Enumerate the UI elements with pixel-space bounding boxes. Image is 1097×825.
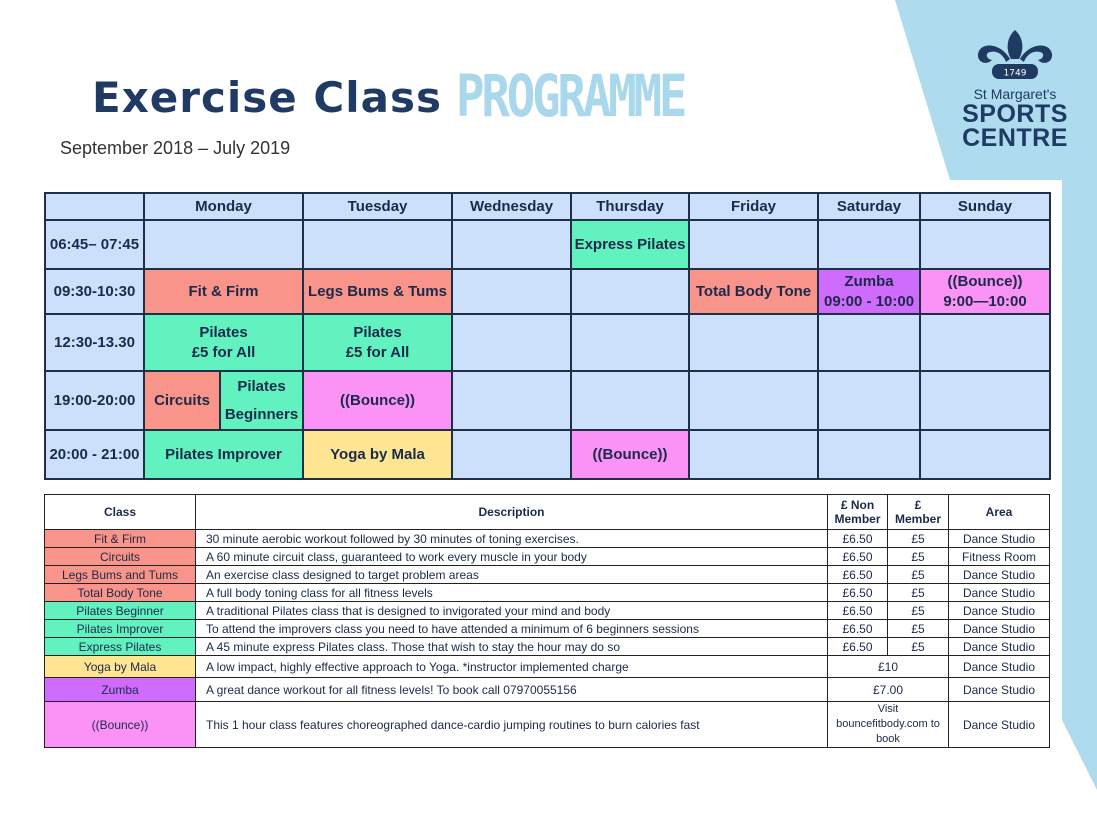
member-price: £5 (888, 620, 949, 638)
non-member-price: £6.50 (828, 620, 888, 638)
class-description: A 45 minute express Pilates class. Those that wish to stay the hour may do so (196, 638, 828, 656)
member-price: £5 (888, 530, 949, 548)
member-price: £5 (888, 566, 949, 584)
member-price: £5 (888, 548, 949, 566)
class-name: Circuits (45, 548, 196, 566)
time-slot: 12:30-13.30 (45, 314, 144, 371)
time-slot: 06:45– 07:45 (45, 220, 144, 269)
page-title (92, 58, 734, 130)
table-row (45, 620, 1050, 638)
title-programme: PROGRAMME (455, 62, 685, 130)
header-non-member-line1: £ Non (840, 498, 875, 512)
class-description: A low impact, highly effective approach to Yoga. *instructor implemented charge (196, 656, 828, 678)
class-name: Zumba (45, 678, 196, 702)
class-slot-time: 09:00 - 10:00 (823, 292, 915, 310)
table-row (45, 548, 1050, 566)
empty-slot (571, 269, 689, 314)
table-row (45, 638, 1050, 656)
class-name: Pilates Improver (45, 620, 196, 638)
sports-centre-logo (950, 28, 1080, 150)
member-price: £5 (888, 602, 949, 620)
header-member-line1: £ (914, 498, 922, 512)
empty-slot (452, 220, 571, 269)
class-slot-circuits: Circuits (144, 371, 220, 430)
empty-slot (452, 314, 571, 371)
class-area: Dance Studio (949, 602, 1050, 620)
empty-slot (689, 314, 818, 371)
empty-slot (689, 220, 818, 269)
header-class: Class (45, 495, 196, 530)
class-slot-bounce (920, 269, 1050, 314)
class-area: Dance Studio (949, 566, 1050, 584)
empty-slot (571, 314, 689, 371)
empty-slot (144, 220, 303, 269)
logo-st-margarets: St Margaret's (973, 86, 1057, 102)
class-slot-pilates (303, 314, 452, 371)
class-area: Dance Studio (949, 584, 1050, 602)
class-slot-pilates-beginners (220, 371, 303, 430)
non-member-price: £6.50 (828, 638, 888, 656)
empty-slot (818, 220, 920, 269)
class-area: Dance Studio (949, 620, 1050, 638)
logo-sports: SPORTS (962, 100, 1068, 128)
class-description: A great dance workout for all fitness levels! To book call 07970055156 (196, 678, 828, 702)
class-slot-label: ((Bounce)) (947, 272, 1023, 290)
timetable-corner (45, 193, 144, 220)
empty-slot (920, 371, 1050, 430)
class-slot-label: Pilates (237, 377, 286, 395)
class-slot-express-pilates: Express Pilates (571, 220, 689, 269)
empty-slot (452, 269, 571, 314)
table-row (45, 678, 1050, 702)
empty-slot (920, 430, 1050, 479)
class-description: 30 minute aerobic workout followed by 30 minutes of toning exercises. (196, 530, 828, 548)
class-slot-price: £5 for All (345, 343, 410, 361)
class-area: Dance Studio (949, 656, 1050, 678)
class-slot-pilates-improver: Pilates Improver (144, 430, 303, 479)
class-area: Dance Studio (949, 530, 1050, 548)
class-area: Dance Studio (949, 678, 1050, 702)
class-slot-label: Pilates (199, 323, 248, 341)
empty-slot (818, 371, 920, 430)
header-area: Area (949, 495, 1050, 530)
class-description: To attend the improvers class you need to have attended a minimum of 6 beginners sessions (196, 620, 828, 638)
fleur-de-lis-icon (970, 28, 1060, 84)
non-member-price: £6.50 (828, 602, 888, 620)
class-description: A traditional Pilates class that is designed to invigorated your mind and body (196, 602, 828, 620)
class-description: A full body toning class for all fitness levels (196, 584, 828, 602)
class-area: Dance Studio (949, 638, 1050, 656)
logo-centre: CENTRE (962, 124, 1068, 152)
table-row (45, 530, 1050, 548)
class-slot-label: Pilates (353, 323, 402, 341)
header-description: Description (196, 495, 828, 530)
empty-slot (452, 371, 571, 430)
class-description: This 1 hour class features choreographed dance-cardio jumping routines to burn calories fast (196, 702, 828, 748)
day-header-friday: Friday (689, 193, 818, 220)
header-member-line2: Member (894, 512, 941, 526)
non-member-price: £6.50 (828, 530, 888, 548)
class-slot-time: 9:00—10:00 (943, 292, 1027, 310)
class-area: Fitness Room (949, 548, 1050, 566)
logo-year: 1749 (1003, 68, 1027, 79)
empty-slot (452, 430, 571, 479)
class-slot-fit-firm: Fit & Firm (144, 269, 303, 314)
empty-slot (920, 314, 1050, 371)
table-row (45, 584, 1050, 602)
class-descriptions-table (44, 494, 1050, 748)
class-area: Dance Studio (949, 702, 1050, 748)
header-non-member (828, 495, 888, 530)
time-slot: 19:00-20:00 (45, 371, 144, 430)
class-description: A 60 minute circuit class, guaranteed to work every muscle in your body (196, 548, 828, 566)
empty-slot (571, 371, 689, 430)
class-slot-bounce: ((Bounce)) (571, 430, 689, 479)
class-slot-zumba (818, 269, 920, 314)
non-member-price: £6.50 (828, 548, 888, 566)
weekly-timetable (44, 192, 1051, 480)
empty-slot (818, 314, 920, 371)
title-exercise-class: Exercise Class (92, 73, 442, 122)
header-member (888, 495, 949, 530)
class-name: Express Pilates (45, 638, 196, 656)
member-price: £5 (888, 638, 949, 656)
table-row (45, 602, 1050, 620)
table-row (45, 702, 1050, 748)
class-price: £7.00 (828, 678, 949, 702)
day-header-sunday: Sunday (920, 193, 1050, 220)
class-slot-label: Zumba (844, 272, 894, 290)
class-slot-legs-bums-tums: Legs Bums & Tums (303, 269, 452, 314)
class-slot-label: Beginners (224, 405, 299, 423)
class-slot-yoga-by-mala: Yoga by Mala (303, 430, 452, 479)
non-member-price: £6.50 (828, 566, 888, 584)
empty-slot (689, 430, 818, 479)
empty-slot (920, 220, 1050, 269)
header-non-member-line2: Member (834, 512, 881, 526)
table-row (45, 566, 1050, 584)
day-header-tuesday: Tuesday (303, 193, 452, 220)
class-name: Fit & Firm (45, 530, 196, 548)
empty-slot (818, 430, 920, 479)
empty-slot (303, 220, 452, 269)
day-header-saturday: Saturday (818, 193, 920, 220)
non-member-price: £6.50 (828, 584, 888, 602)
time-slot: 20:00 - 21:00 (45, 430, 144, 479)
class-name: Pilates Beginner (45, 602, 196, 620)
class-slot-total-body-tone: Total Body Tone (689, 269, 818, 314)
day-header-wednesday: Wednesday (452, 193, 571, 220)
time-slot: 09:30-10:30 (45, 269, 144, 314)
table-row (45, 656, 1050, 678)
day-header-thursday: Thursday (571, 193, 689, 220)
class-slot-bounce: ((Bounce)) (303, 371, 452, 430)
class-name: Total Body Tone (45, 584, 196, 602)
member-price: £5 (888, 584, 949, 602)
class-name: Yoga by Mala (45, 656, 196, 678)
day-header-monday: Monday (144, 193, 303, 220)
class-price: £10 (828, 656, 949, 678)
class-name: ((Bounce)) (45, 702, 196, 748)
class-price: Visit bouncefitbody.com to book (828, 702, 949, 748)
class-name: Legs Bums and Tums (45, 566, 196, 584)
empty-slot (689, 371, 818, 430)
date-range: September 2018 – July 2019 (60, 138, 291, 158)
class-slot-pilates (144, 314, 303, 371)
class-slot-price: £5 for All (191, 343, 256, 361)
class-description: An exercise class designed to target problem areas (196, 566, 828, 584)
